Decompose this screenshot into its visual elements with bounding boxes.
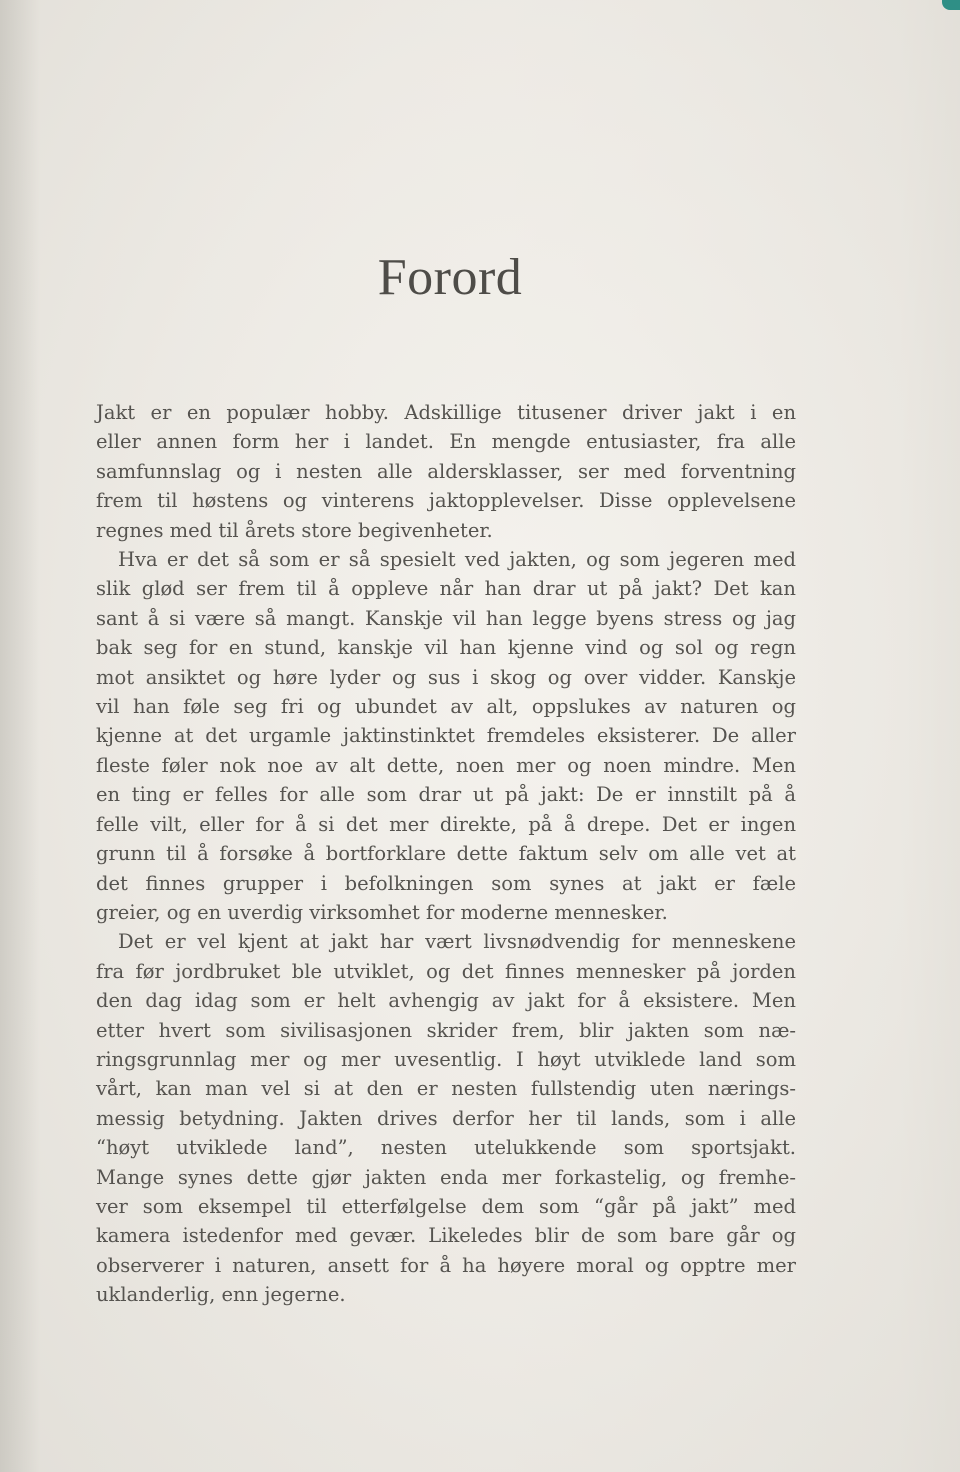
text-line: uklanderlig, enn jegerne. (96, 1283, 346, 1307)
text-line: vårt, kan man vel si at den er nesten fullstendig uten nærings- (96, 1077, 796, 1101)
text-line: eller annen form her i landet. En mengde entusiaster, fra alle (96, 430, 796, 454)
text-line: ver som eksempel til etterfølgelse dem som “går på jakt” med (96, 1194, 796, 1218)
text-line: Hva er det så som er så spesielt ved jakten, og som jegeren med (118, 548, 796, 572)
text-line: kamera istedenfor med gevær. Likeledes blir de som bare går og (96, 1224, 796, 1248)
text-line: regnes med til årets store begivenheter. (96, 518, 493, 542)
text-line: felle vilt, eller for å si det mer direkte, på å drepe. Det er ingen (96, 812, 796, 836)
spine-shadow (0, 0, 40, 1472)
text-line: observerer i naturen, ansett for å ha høyere moral og opptre mer (96, 1253, 796, 1277)
body-text (96, 398, 796, 1310)
text-line: bak seg for en stund, kanskje vil han kjenne vind og sol og regn (96, 636, 796, 660)
paragraph-1 (96, 398, 796, 545)
text-line: den dag idag som er helt avhengig av jakt for å eksistere. Men (96, 989, 796, 1013)
text-line: Det er vel kjent at jakt har vært livsnødvendig for menneskene (118, 930, 796, 954)
text-line: kjenne at det urgamle jaktinstinktet fremdeles eksisterer. De aller (96, 724, 796, 748)
text-line: fleste føler nok noe av alt dette, noen mer og noen mindre. Men (96, 753, 796, 777)
text-line: fra før jordbruket ble utviklet, og det finnes mennesker på jorden (96, 959, 796, 983)
text-line: samfunnslag og i nesten alle aldersklasser, ser med forventning (96, 459, 796, 483)
text-line: ringsgrunnlag mer og mer uvesentlig. I høyt utviklede land som (96, 1047, 796, 1071)
text-line: messig betydning. Jakten drives derfor her til lands, som i alle (96, 1106, 796, 1130)
text-line: mot ansiktet og høre lyder og sus i skog og over vidder. Kanskje (96, 665, 796, 689)
text-line: Mange synes dette gjør jakten enda mer forkastelig, og fremhe- (96, 1165, 796, 1189)
cover-corner (942, 0, 960, 10)
text-line: en ting er felles for alle som drar ut på jakt: De er innstilt på å (96, 783, 796, 807)
text-line: det finnes grupper i befolkningen som synes at jakt er fæle (96, 871, 796, 895)
page-title: Forord (377, 249, 523, 306)
text-line: vil han føle seg fri og ubundet av alt, oppslukes av naturen og (96, 695, 796, 719)
text-line: greier, og en uverdig virksomhet for moderne mennesker. (96, 900, 668, 924)
paragraph-2 (96, 545, 796, 927)
text-line: sant å si være så mangt. Kanskje vil han legge byens stress og jag (96, 606, 796, 630)
paragraph-3 (96, 927, 796, 1309)
text-line: grunn til å forsøke å bortforklare dette faktum selv om alle vet at (96, 842, 796, 866)
text-line: Jakt er en populær hobby. Adskillige titusener driver jakt i en (96, 401, 796, 424)
text-line: slik glød ser frem til å oppleve når han drar ut på jakt? Det kan (96, 577, 796, 601)
text-line: “høyt utviklede land”, nesten utelukkende som sportsjakt. (96, 1136, 796, 1160)
text-line: etter hvert som sivilisasjonen skrider frem, blir jakten som næ- (96, 1018, 796, 1042)
text-line: frem til høstens og vinterens jaktopplevelser. Disse opplevelsene (96, 489, 796, 513)
